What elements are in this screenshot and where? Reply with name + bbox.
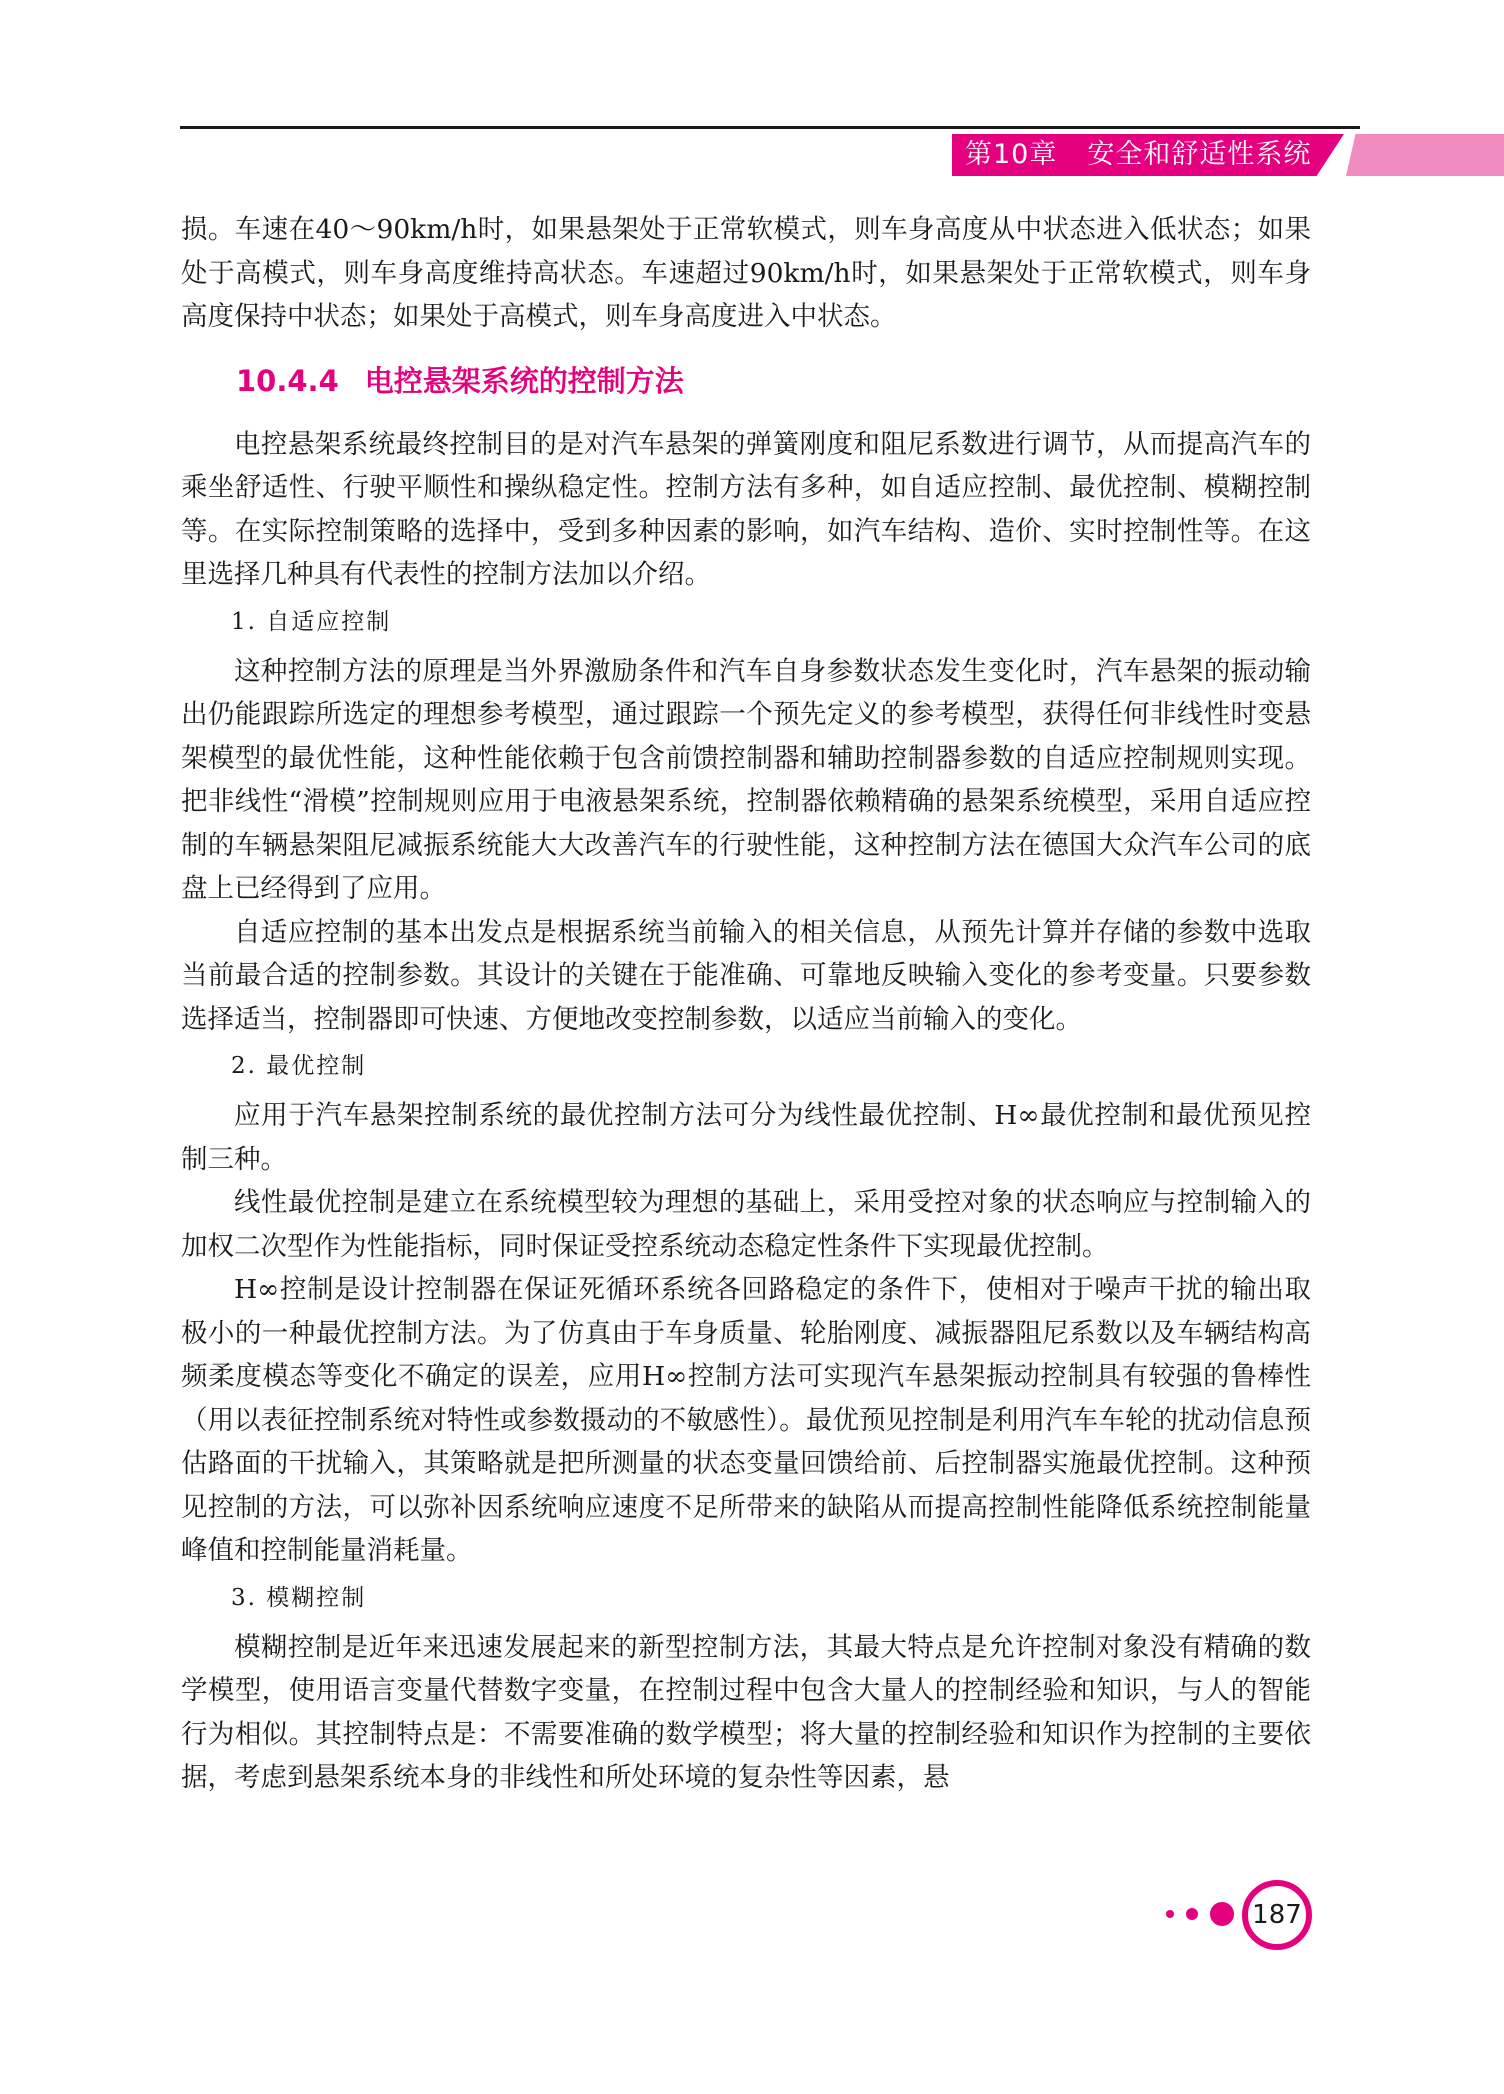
section-number: 10.4.4	[236, 363, 339, 398]
chapter-label	[965, 134, 1311, 176]
paragraph: 这种控制方法的原理是当外界激励条件和汽车自身参数状态发生变化时，汽车悬架的振动输出仍能跟踪所选定的理想参考模型，通过跟踪一个预先定义的参考模型，获得任何非线性时变悬架模型的最优性能，这种性能依赖于包含前馈控制器和辅助控制器参数的自适应控制规则实现。把非线性“滑模”控制规则应用于电液悬架系统，控制器依赖精确的悬架系统模型，采用自适应控制的车辆悬架阻尼减振系统能大大改善汽车的行驶性能，这种控制方法在德国大众汽车公司的底盘上已经得到了应用。	[181, 655, 1311, 904]
paragraph: 线性最优控制是建立在系统模型较为理想的基础上，采用受控对象的状态响应与控制输入的加权二次型作为性能指标，同时保证受控系统动态稳定性条件下实现最优控制。	[181, 1187, 1311, 1262]
paragraph: 应用于汽车悬架控制系统的最优控制方法可分为线性最优控制、H∞最优控制和最优预见控制三种。	[181, 1100, 1311, 1175]
subsection-heading-adaptive: 1. 自适应控制	[231, 608, 392, 635]
running-header	[0, 0, 1504, 178]
decorative-dot	[1186, 1908, 1198, 1920]
section-title: 电控悬架系统的控制方法	[364, 363, 684, 398]
page-number-badge	[1242, 1880, 1312, 1950]
decorative-dot	[1210, 1902, 1234, 1926]
decorative-dot	[1166, 1910, 1174, 1918]
chapter-tab-stripe	[1346, 134, 1504, 176]
subsection-heading-optimal: 2. 最优控制	[231, 1053, 367, 1079]
page-number: 187	[1252, 1900, 1302, 1930]
subsection-heading-fuzzy: 3. 模糊控制	[231, 1584, 367, 1611]
chapter-number: 第10章	[965, 139, 1058, 170]
section-paragraph: 电控悬架系统最终控制目的是对汽车悬架的弹簧刚度和阻尼系数进行调节，从而提高汽车的乘坐舒适性、行驶平顺性和操纵稳定性。控制方法有多种，如自适应控制、最优控制、模糊控制等。在实际控制策略的选择中，受到多种因素的影响，如汽车结构、造价、实时控制性等。在这里选择几种具有代表性的控制方法加以介绍。	[181, 428, 1311, 590]
intro-paragraph: 损。车速在40～90km/h时，如果悬架处于正常软模式，则车身高度从中状态进入低状态；如果处于高模式，则车身高度维持高状态。车速超过90km/h时，如果悬架处于正常软模式，则车身高度保持中状态；如果处于高模式，则车身高度进入中状态。	[181, 214, 1311, 332]
page-footer	[1150, 1880, 1320, 1950]
chapter-title: 安全和舒适性系统	[1087, 139, 1312, 170]
paragraph: H∞控制是设计控制器在保证死循环系统各回路稳定的条件下，使相对于噪声干扰的输出取极小的一种最优控制方法。为了仿真由于车身质量、轮胎刚度、减振器阻尼系数以及车辆结构高频柔度模态等变化不确定的误差，应用H∞控制方法可实现汽车悬架振动控制具有较强的鲁棒性（用以表征控制系统对特性或参数摄动的不敏感性）。最优预见控制是利用汽车车轮的扰动信息预估路面的干扰输入，其策略就是把所测量的状态变量回馈给前、后控制器实施最优控制。这种预见控制的方法，可以弥补因系统响应速度不足所带来的缺陷从而提高控制性能降低系统控制能量峰值和控制能量消耗量。	[181, 1274, 1311, 1566]
header-rule	[180, 126, 1360, 129]
paragraph: 模糊控制是近年来迅速发展起来的新型控制方法，其最大特点是允许控制对象没有精确的数学模型，使用语言变量代替数字变量，在控制过程中包含大量人的控制经验和知识，与人的智能行为相似。其控制特点是：不需要准确的数学模型；将大量的控制经验和知识作为控制的主要依据，考虑到悬架系统本身的非线性和所处环境的复杂性等因素，悬	[181, 1631, 1311, 1793]
paragraph: 自适应控制的基本出发点是根据系统当前输入的相关信息，从预先计算并存储的参数中选取当前最合适的控制参数。其设计的关键在于能准确、可靠地反映输入变化的参考变量。只要参数选择适当，控制器即可快速、方便地改变控制参数，以适应当前输入的变化。	[181, 916, 1311, 1035]
page-body	[181, 208, 1311, 1800]
section-heading	[236, 359, 1311, 403]
